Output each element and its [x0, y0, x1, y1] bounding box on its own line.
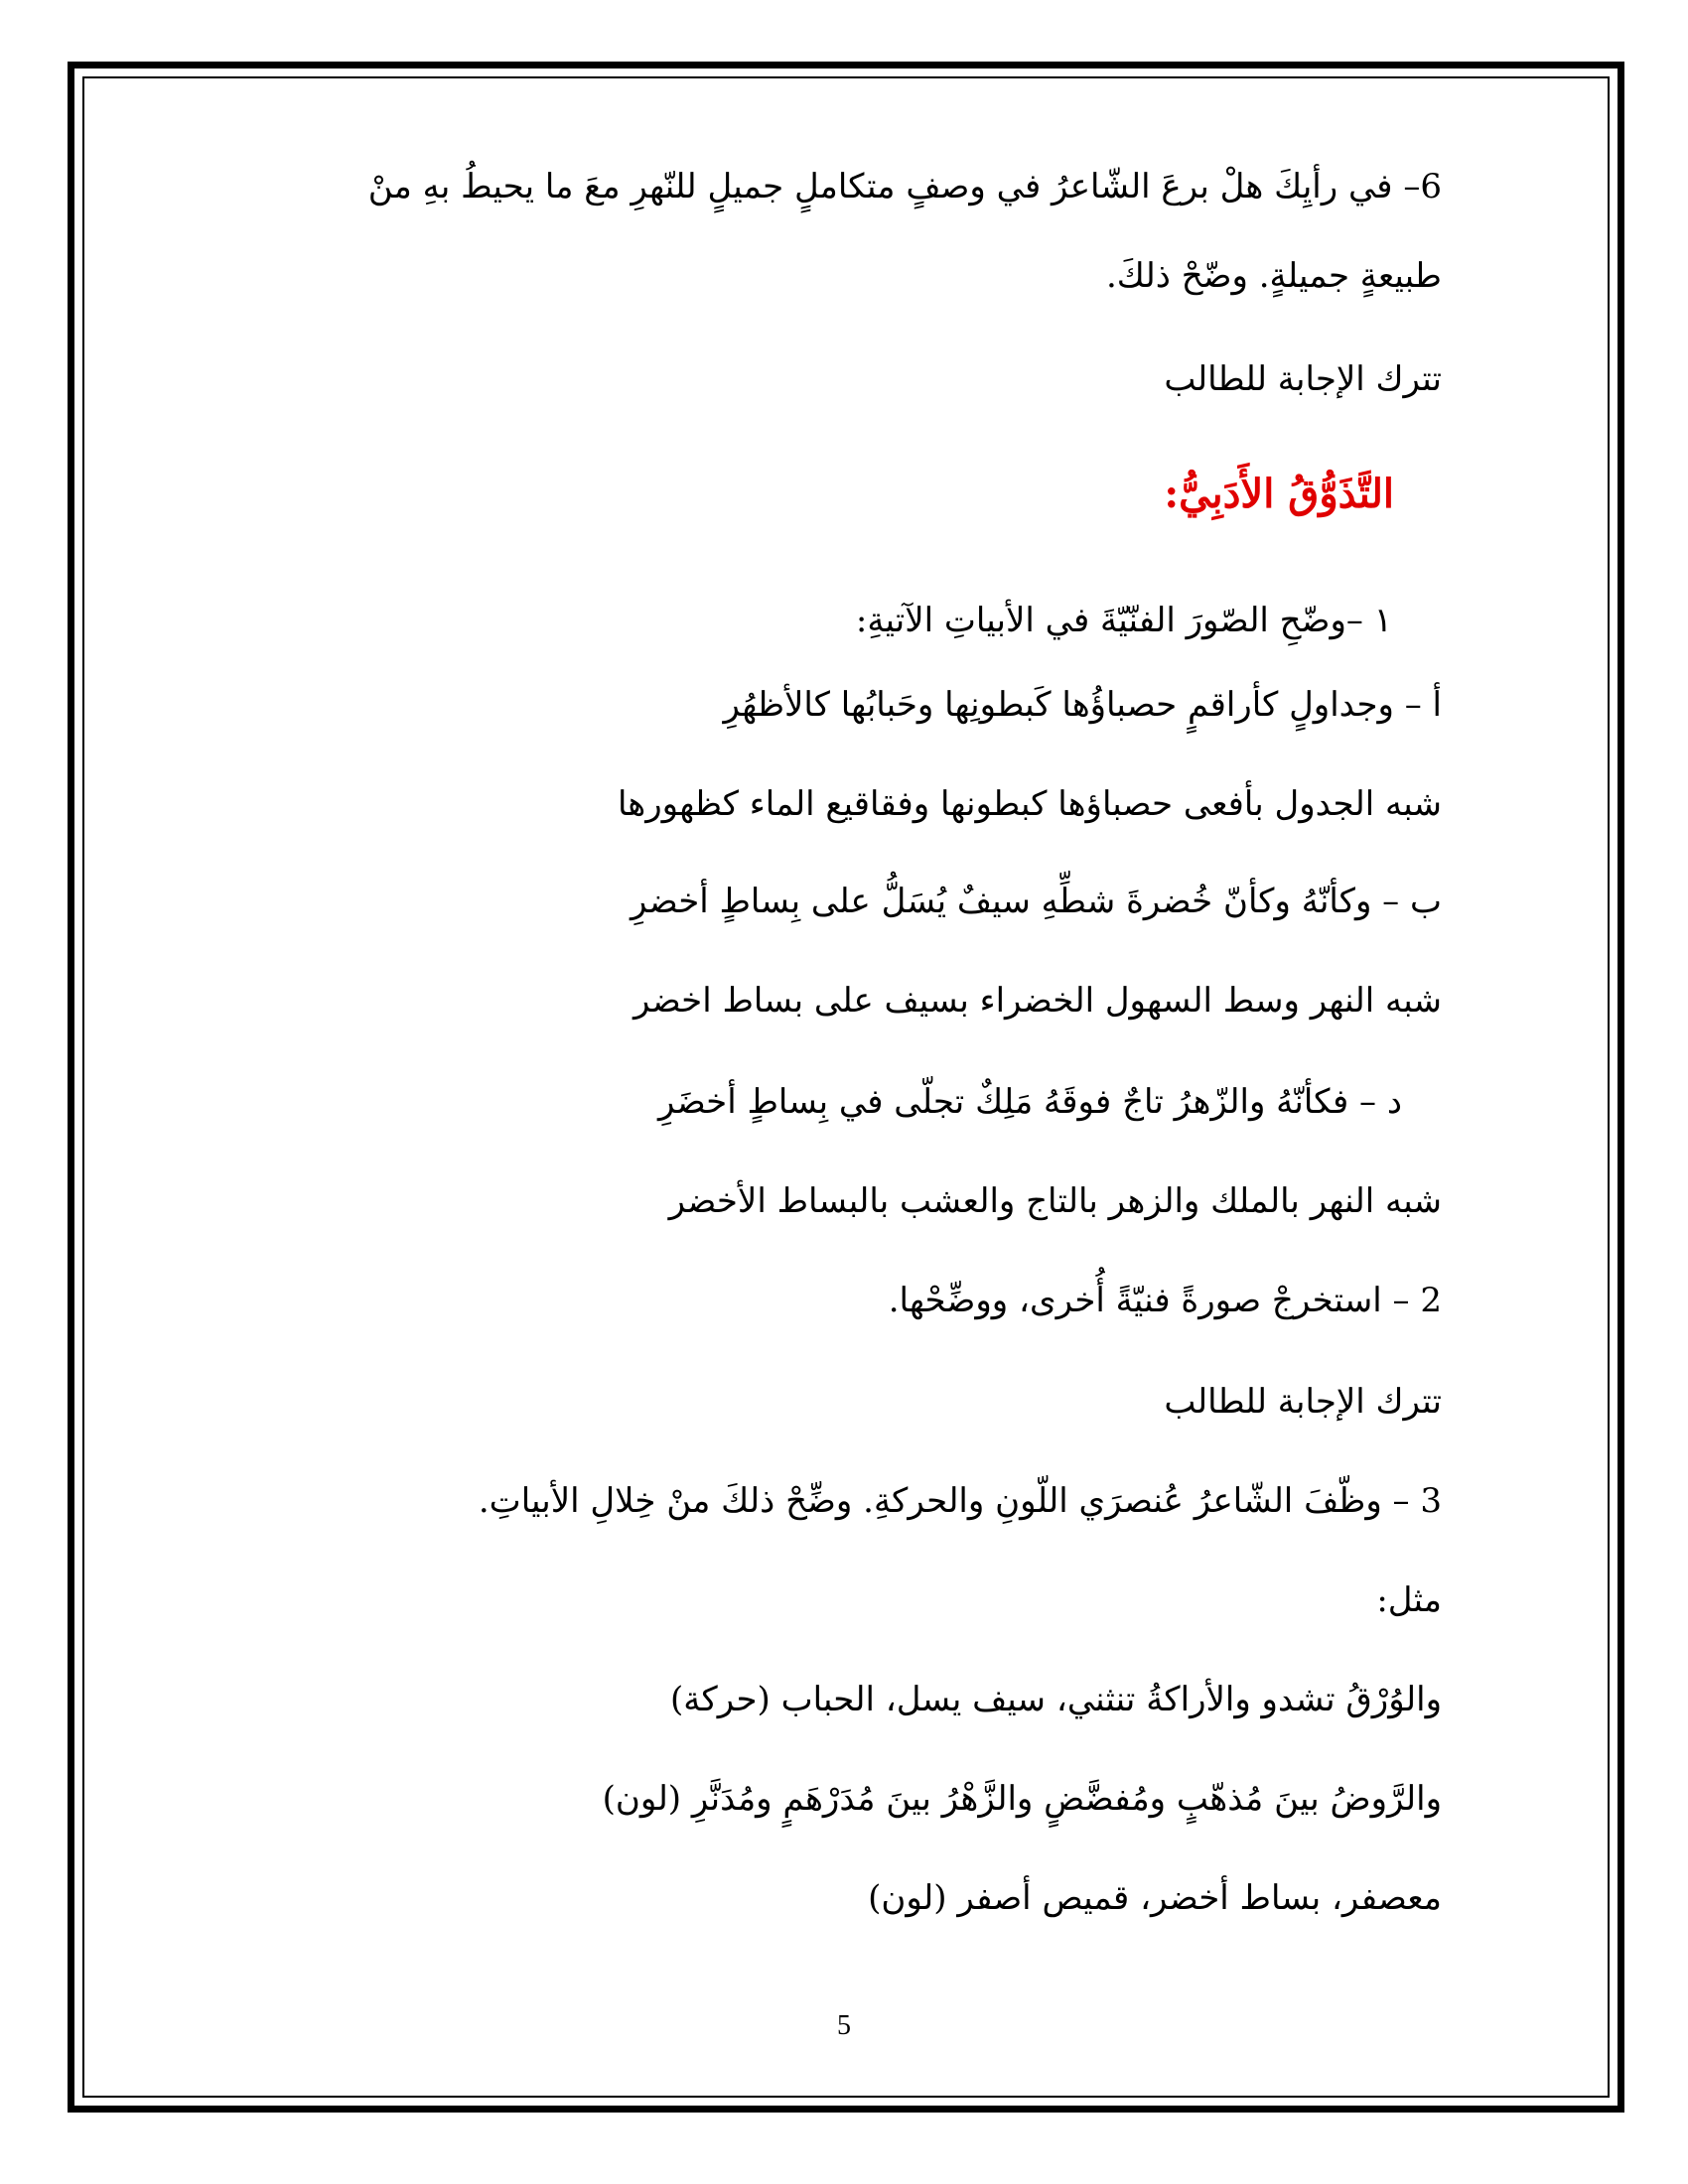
verse-b: ب – وكأنّهُ وكأنّ خُضرةَ شطِّهِ سيفٌ يُسَلُّ على بِساطٍ أخضرِ: [630, 882, 1442, 921]
section-heading-literary-appreciation: التَّذَوُّقُ الأَدَبِيُّ:: [1164, 471, 1394, 517]
task-3-prompt: 3 – وظّفَ الشّاعرُ عُنصرَي اللّونِ والحركةِ. وضِّحْ ذلكَ منْ خِلالِ الأبياتِ.: [478, 1481, 1442, 1521]
verse-a: أ – وجداولٍ كأراقمٍ حصباؤُها كَبطونِها وحَبابُها كالأظهُرِ: [723, 685, 1442, 725]
answer-d: شبه النهر بالملك والزهر بالتاج والعشب بالبساط الأخضر: [668, 1181, 1442, 1221]
example-color-2: معصفر، بساط أخضر، قميص أصفر (لون): [868, 1878, 1442, 1918]
example-color-1: والرَّوضُ بينَ مُذهّبٍ ومُفضَّضٍ والزَّهْرُ بينَ مُدَرْهَمٍ ومُدَنَّرِ (لون): [602, 1779, 1442, 1819]
answer-a: شبه الجدول بأفعى حصباؤها كبطونها وفقاقيع الماء كظهورها: [617, 784, 1442, 824]
task-1-prompt: ١ –وضّحِ الصّورَ الفنّيّةَ في الأبياتِ الآتيةِ:: [855, 601, 1392, 640]
question-6-line-2: طبيعةٍ جميلةٍ. وضّحْ ذلكَ.: [1105, 256, 1442, 296]
example-label: مثل:: [1376, 1580, 1442, 1620]
example-motion: والوُرْقُ تشدو والأراكةُ تنثني، سيف يسل، الحباب (حركة): [670, 1680, 1442, 1719]
page-number: 5: [837, 2010, 851, 2041]
answer-left-to-student-2: تترك الإجابة للطالب: [1164, 1382, 1442, 1422]
answer-b: شبه النهر وسط السهول الخضراء بسيف على بساط اخضر: [633, 981, 1442, 1021]
verse-d: د – فكأنّهُ والزّهرُ تاجٌ فوقَهُ مَلِكٌ تجلّى في بِساطٍ أخضَرِ: [657, 1082, 1402, 1122]
answer-left-to-student-1: تترك الإجابة للطالب: [1164, 359, 1442, 399]
task-2-prompt: 2 – استخرجْ صورةً فنيّةً أُخرى، ووضِّحْها.: [888, 1281, 1442, 1320]
question-6-line-1: 6– في رأيِكَ هلْ برعَ الشّاعرُ في وصفٍ متكاملٍ جميلٍ للنّهرِ معَ ما يحيطُ بهِ منْ: [367, 167, 1442, 206]
